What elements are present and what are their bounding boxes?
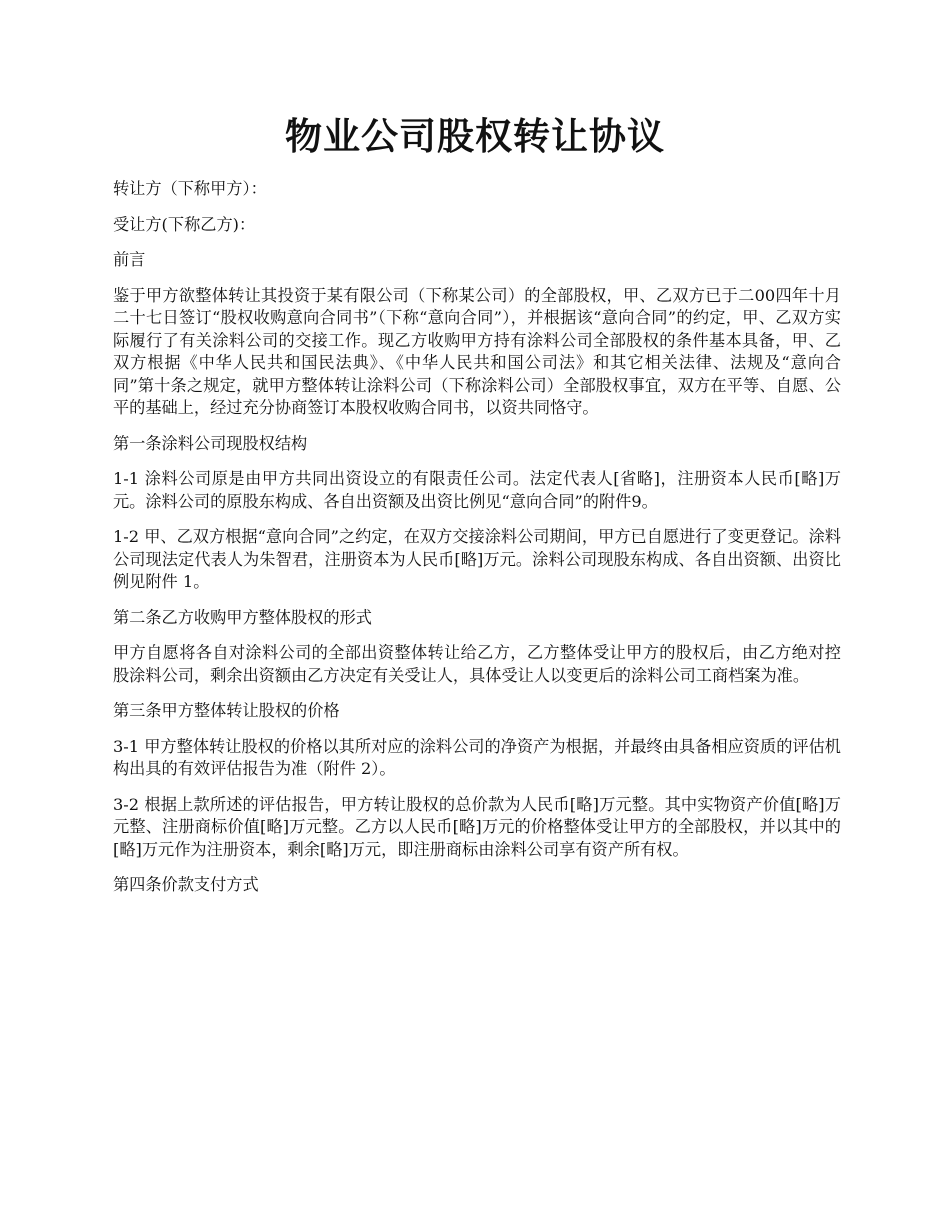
transferor-line: 转让方（下称甲方）： (113, 179, 267, 198)
clause-3-2: 3-2 根据上款所述的评估报告，甲方转让股权的总价款为人民币[略]万元整。其中实物资产价值[略]万元整、注册商标价值[略]万元整。乙方以人民币[略]万元的价格整体受让甲方的全部股权，并以其中的[略]万元作为注册资本，剩余[略]万元，即注册商标由涂料公司享有资产所有权。 (113, 794, 841, 859)
article-3-heading: 第三条甲方整体转让股权的价格 (113, 701, 340, 720)
document-body (113, 178, 841, 910)
preface-heading: 前言 (113, 250, 146, 269)
article-2-paragraph: 甲方自愿将各自对涂料公司的全部出资整体转让给乙方，乙方整体受让甲方的股权后，由乙方绝对控股涂料公司，剩余出资额由乙方决定有关受让人，具体受让人以变更后的涂料公司工商档案为准。 (113, 643, 841, 685)
document-title: 物业公司股权转让协议 (285, 114, 665, 158)
article-4-heading: 第四条价款支付方式 (113, 875, 259, 894)
clause-1-1: 1-1 涂料公司原是由甲方共同出资设立的有限责任公司。法定代表人[省略]，注册资本人民币[略]万元。涂料公司的原股东构成、各自出资额及出资比例见“意向合同”的附件9。 (113, 469, 841, 511)
transferee-line: 受让方(下称乙方)： (113, 214, 256, 234)
clause-1-2: 1-2 甲、乙双方根据“意向合同”之约定，在双方交接涂料公司期间，甲方已自愿进行了变更登记。涂料公司现法定代表人为朱智君，注册资本为人民币[略]万元。涂料公司现股东构成、各自出资额、出资比例见附件 1。 (113, 527, 841, 591)
preface-paragraph: 鉴于甲方欲整体转让其投资于某有限公司（下称某公司）的全部股权，甲、乙双方已于二00四年十月二十七日签订“股权收购意向合同书”（下称“意向合同”），并根据该“意向合同”的约定，甲、乙双方实际履行了有关涂料公司的交接工作。现乙方收购甲方持有涂料公司全部股权的条件基本具备，甲、乙双方根据《中华人民共和国民法典》、《中华人民共和国公司法》和其它相关法律、法规及“意向合同”第十条之规定，就甲方整体转让涂料公司（下称涂料公司）全部股权事宜，双方在平等、自愿、公平的基础上，经过充分协商签订本股权收购合同书，以资共同恪守。 (113, 285, 841, 417)
clause-3-1: 3-1 甲方整体转让股权的价格以其所对应的涂料公司的净资产为根据，并最终由具备相应资质的评估机构出具的有效评估报告为准（附件 2）。 (113, 736, 841, 778)
article-1-heading: 第一条涂料公司现股权结构 (113, 433, 308, 453)
article-2-heading: 第二条乙方收购甲方整体股权的形式 (113, 607, 372, 627)
